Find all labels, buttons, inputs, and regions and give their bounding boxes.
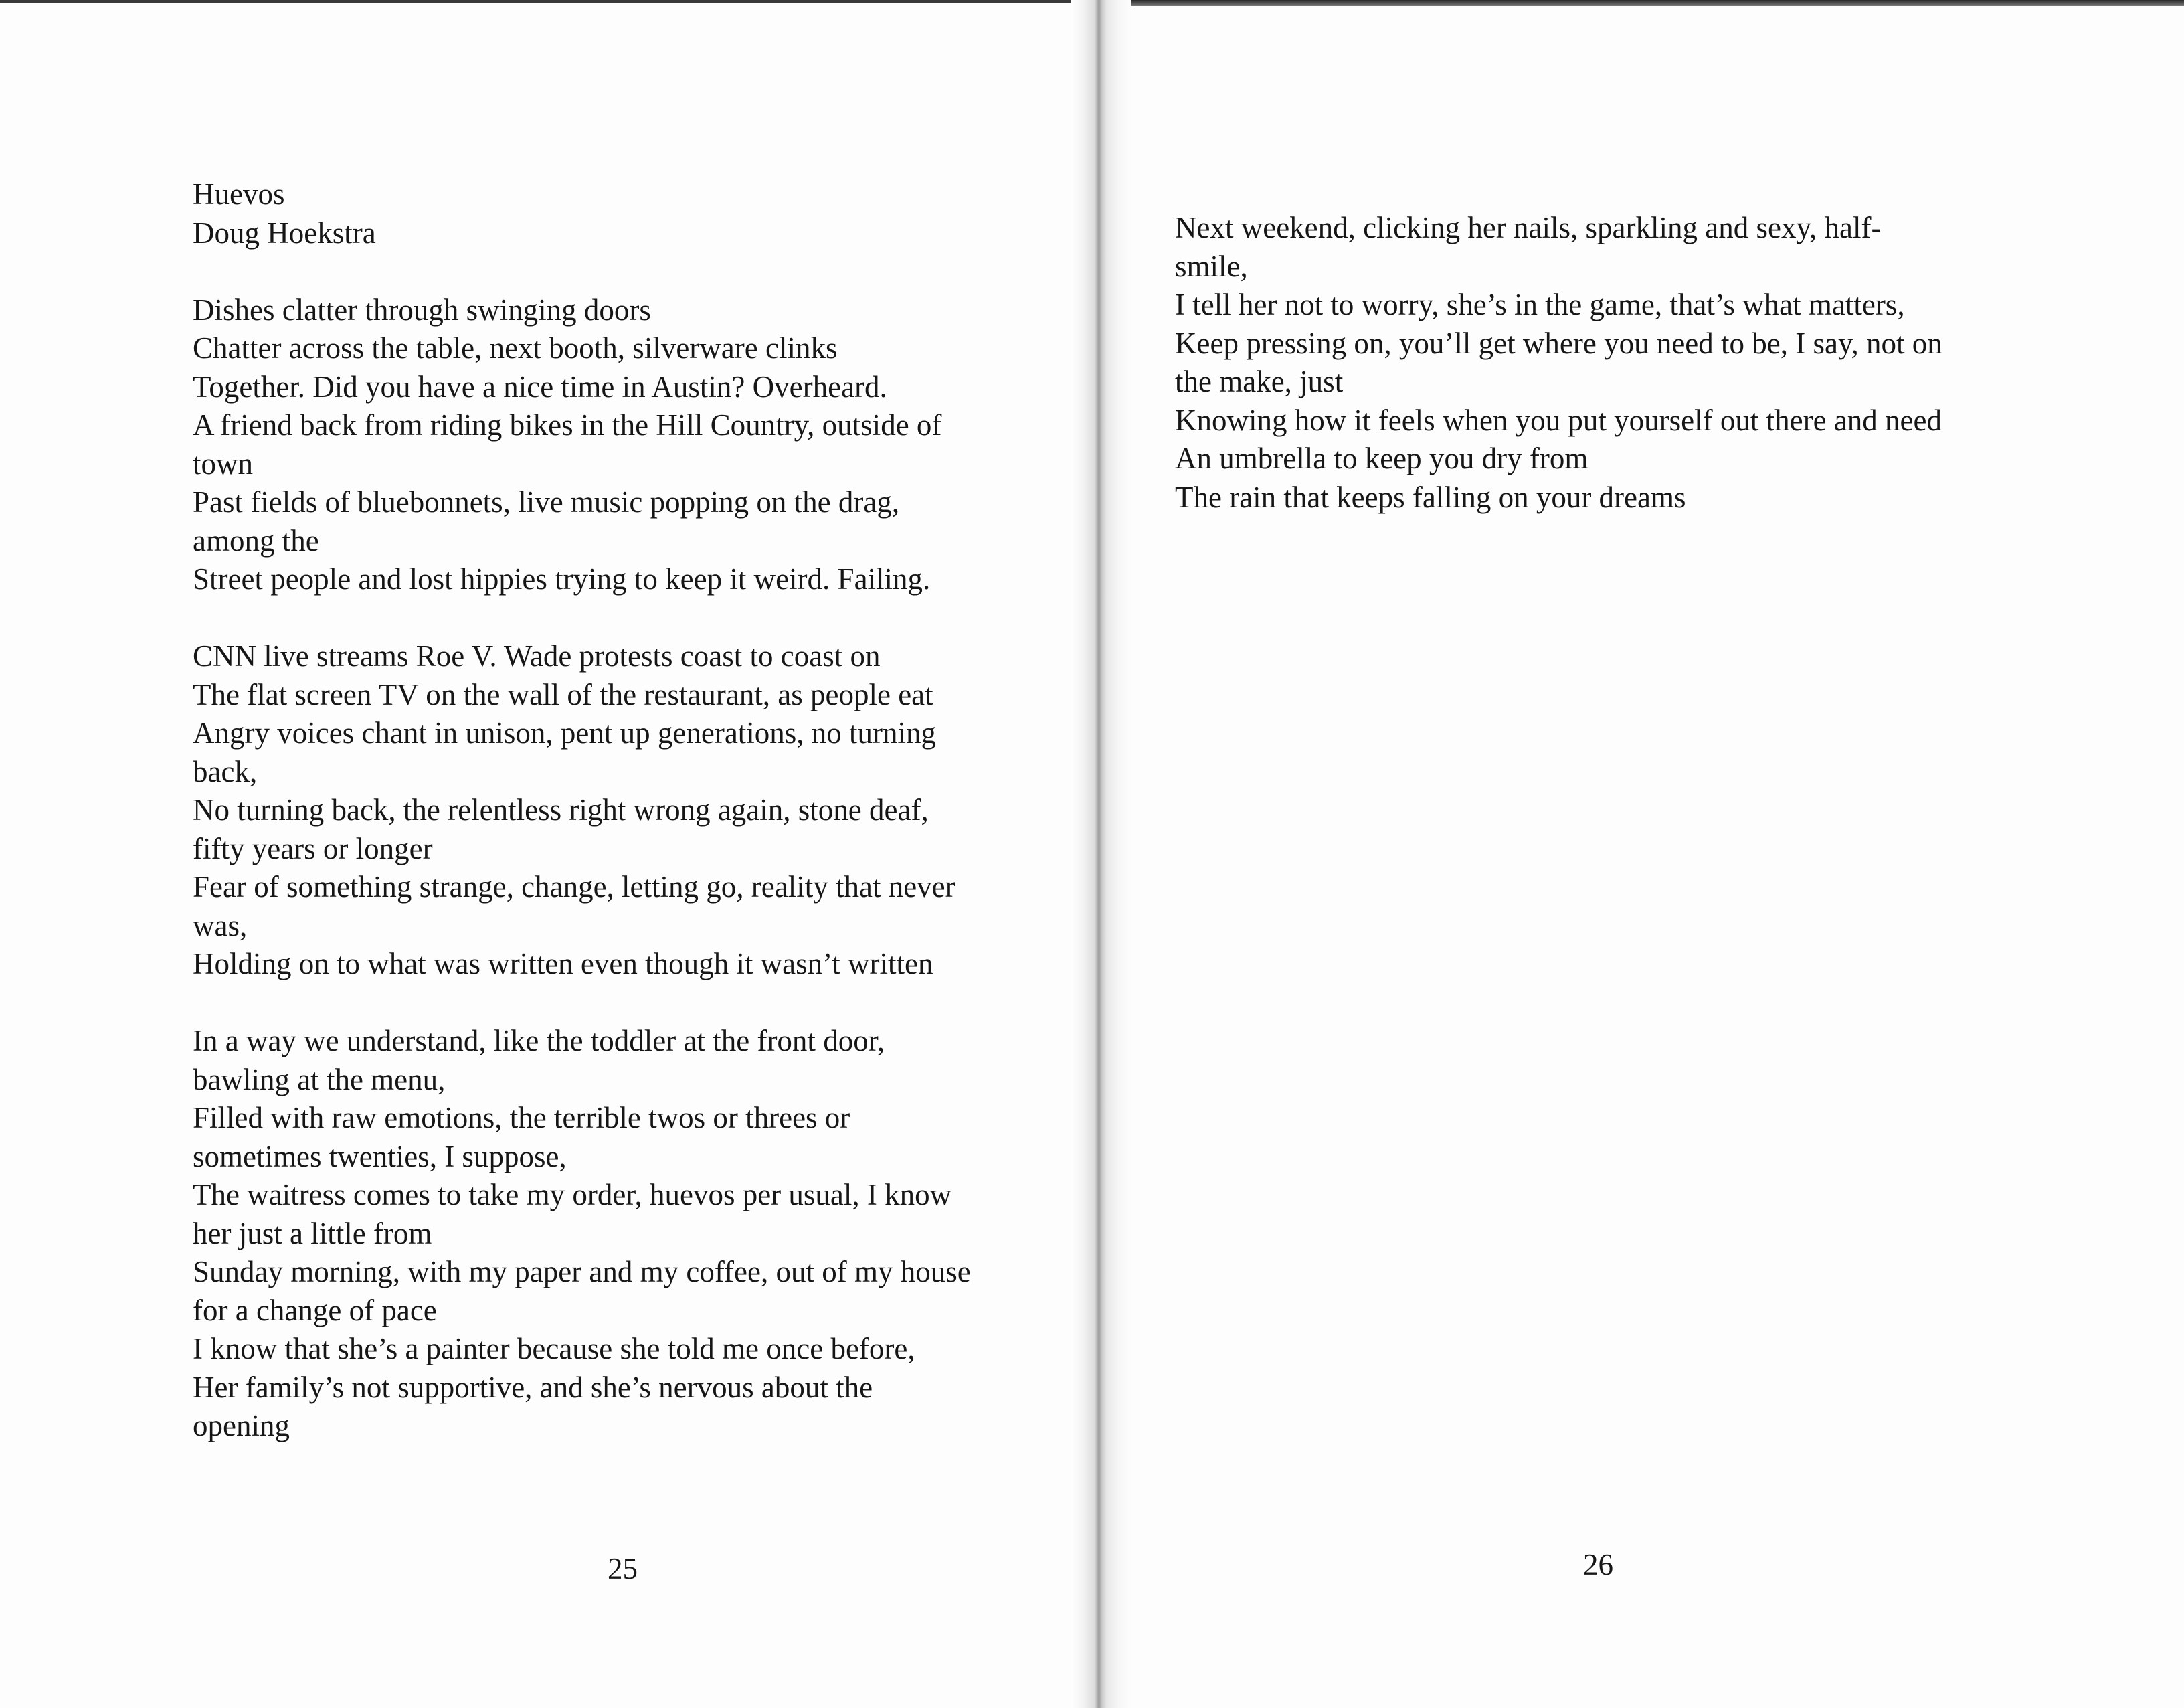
poem-line: back, [193,754,258,788]
poem-line: In a way we understand, like the toddler at the front door, [193,1024,885,1057]
poem-line: Angry voices chant in unison, pent up generations, no turning [193,716,937,750]
poem-line: Knowing how it feels when you put yourself out there and need [1175,403,1942,437]
poem-author: Doug Hoekstra [193,216,376,250]
stanza-gap [193,252,971,291]
poem-line: Together. Did you have a nice time in Austin? Overheard. [193,369,887,404]
poem-line: I tell her not to worry, she’s in the game, that’s what matters, [1175,288,1905,321]
poem-line: bawling at the menu, [193,1062,446,1096]
poem-line: Street people and lost hippies trying to keep it weird. Failing. [193,562,931,596]
poem-line: was, [193,908,248,942]
poem-line: the make, just [1175,365,1344,398]
poem-line: Chatter across the table, next booth, silverware clinks [193,331,838,365]
poem-line: An umbrella to keep you dry from [1175,442,1588,475]
poem-line: among the [193,523,319,558]
poem-line: Filled with raw emotions, the terrible twos or threes or [193,1101,850,1134]
page-number-right: 26 [1583,1548,1613,1582]
poem-line: smile, [1175,249,1248,283]
stanza-gap [193,984,971,1023]
poem-line: for a change of pace [193,1293,437,1327]
right-poem [1175,209,1942,517]
left-page [0,0,1084,1708]
poem-line: The flat screen TV on the wall of the restaurant, as people eat [193,677,933,711]
poem-line: sometimes twenties, I suppose, [193,1139,567,1173]
poem-line: The rain that keeps falling on your dreams [1175,480,1686,514]
poem-line: CNN live streams Roe V. Wade protests coast to coast on [193,639,881,673]
poem-line: No turning back, the relentless right wrong again, stone deaf, [193,793,929,827]
poem-line: A friend back from riding bikes in the Hill Country, outside of [193,408,942,442]
left-poem [193,175,971,1446]
poem-line: Past fields of bluebonnets, live music popping on the drag, [193,485,900,519]
poem-line: her just a little from [193,1216,432,1250]
poem-line: I know that she’s a painter because she told me once before, [193,1332,915,1365]
poem-line: Keep pressing on, you’ll get where you need to be, I say, not on [1175,326,1942,360]
poem-title: Huevos [193,177,285,211]
poem-line: town [193,446,253,481]
poem-line: fifty years or longer [193,831,433,865]
stanza-gap [193,599,971,638]
poem-line: Next weekend, clicking her nails, sparkling and sexy, half- [1175,211,1882,244]
poem-line: Her family’s not supportive, and she’s nervous about the [193,1370,873,1404]
book-gutter [1071,0,1131,1708]
poem-line: opening [193,1409,290,1442]
poem-line: Holding on to what was written even though it wasn’t written [193,947,933,980]
right-page [1124,0,2184,1708]
poem-line: Sunday morning, with my paper and my coffee, out of my house [193,1255,971,1288]
poem-line: Dishes clatter through swinging doors [193,292,651,327]
poem-line: Fear of something strange, change, letting go, reality that never [193,870,955,904]
page-number-left: 25 [608,1552,638,1586]
poem-line: The waitress comes to take my order, huevos per usual, I know [193,1178,952,1211]
